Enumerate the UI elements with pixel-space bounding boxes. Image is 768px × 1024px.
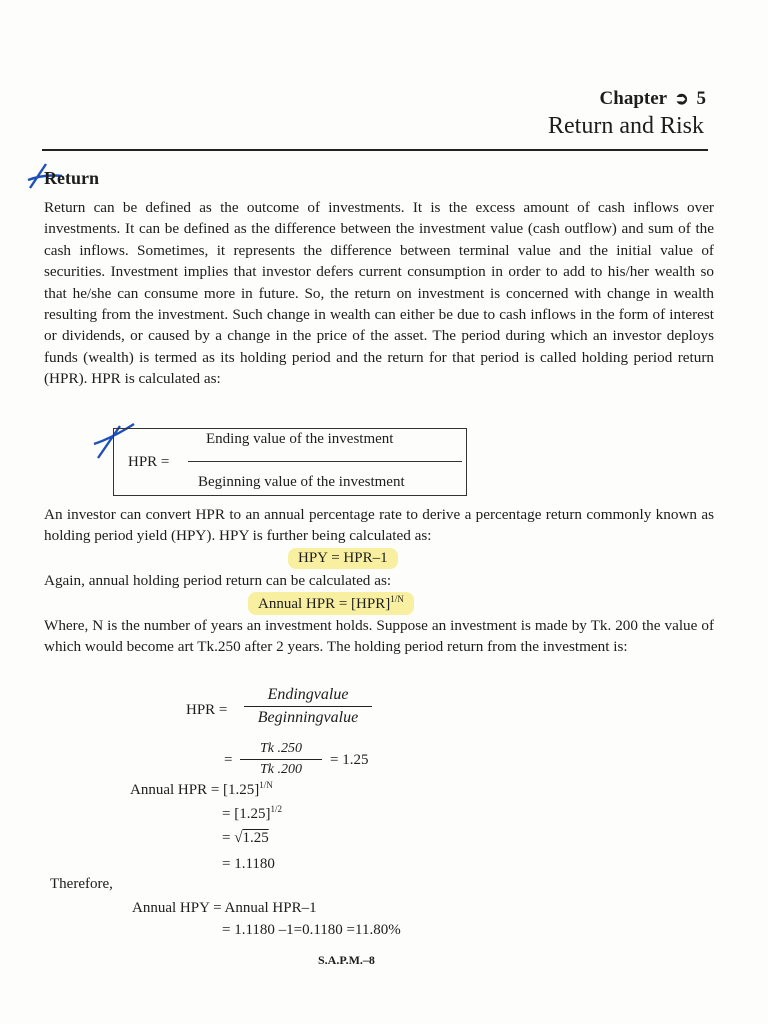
hpr-formula-numerator: Ending value of the investment (206, 431, 394, 447)
calc-step-2-text: = [1.25] (222, 806, 271, 822)
calc-annual-hpr-exp: 1/N (259, 780, 273, 790)
calc-tk-denominator: Tk .200 (260, 762, 302, 777)
calc-hpr-label: HPR = (186, 702, 228, 718)
annual-hpr-exponent: 1/N (390, 594, 404, 604)
chapter-label (600, 88, 706, 110)
hpy-formula-highlight: HPY = HPR–1 (288, 548, 398, 569)
calc-hpy-result: = 1.1180 –1=0.1180 =11.80% (222, 922, 401, 938)
calc-step-3 (222, 830, 269, 847)
calc-step-4: = 1.1180 (222, 856, 275, 872)
chapter-arrow-icon: ➲ (674, 89, 689, 108)
calc-result-1: = 1.25 (330, 752, 369, 768)
calc-step-3-value: 1.25 (242, 830, 269, 846)
calc-tk-numerator: Tk .250 (260, 741, 302, 756)
calc-hpr-fraction (244, 686, 372, 727)
header-rule (42, 149, 708, 151)
calc-equals: = (224, 752, 233, 768)
calc-tk-fraction (240, 741, 322, 778)
paragraph-hpy: An investor can convert HPR to an annual percentage rate to derive a percentage return commonly known as holding period yield (HPY). HPY is further being calculated as: (44, 506, 714, 545)
chapter-number: 5 (696, 88, 706, 109)
calc-hpy-line: Annual HPY = Annual HPR–1 (132, 900, 317, 916)
hpr-formula-denominator: Beginning value of the investment (198, 474, 405, 490)
paragraph-intro: Return can be defined as the outcome of investments. It is the excess amount of cash inflows over investments. It can be defined as the difference between the investment value (cash outflow) and sum of the cash inflows. Sometimes, it represents the difference between terminal value and the initial value of securities. Investment implies that investor defers current consumption in order to add to his/her wealth so that he/she can consume more in future. So, the return on investment is concerned with change in wealth resulting from the investment. Such change in wealth can either be due to cash inflows in the form of interest or dividends, or caused by a change in the price of the asset. The period during which an investor deploys funds (wealth) is termed as its holding period and the return for that period is called holding period return (HPR). HPR is calculated as: (44, 199, 714, 388)
fraction-bar (244, 706, 372, 707)
paragraph-annual: Again, annual holding period return can be calculated as: (44, 572, 392, 589)
paragraph-example: Where, N is the number of years an investment holds. Suppose an investment is made by Tk. 200 the value of which would become art Tk.250 after 2 years. The holding period return from the investment is: (44, 617, 714, 656)
calc-step-3-prefix: = √ (222, 830, 243, 846)
chapter-title: Return and Risk (548, 113, 704, 139)
fraction-bar (240, 759, 322, 760)
hpr-formula-box (113, 428, 467, 496)
calc-annual-hpr-text: Annual HPR = [1.25] (130, 782, 260, 798)
fraction-bar (188, 461, 462, 462)
hpr-formula-label: HPR = (128, 454, 170, 470)
calc-step-2-exp: 1/2 (270, 804, 282, 814)
therefore-label: Therefore, (50, 876, 113, 892)
annual-hpr-formula: Annual HPR = [HPR] (258, 596, 391, 612)
page-footer: S.A.P.M.–8 (318, 953, 375, 967)
calc-annual-hpr (130, 780, 273, 799)
chapter-word: Chapter (599, 88, 667, 109)
calc-hpr-numerator: Endingvalue (267, 686, 349, 703)
calc-step-2 (222, 804, 282, 823)
calc-hpr-denominator: Beginningvalue (257, 709, 359, 726)
section-heading: Return (44, 168, 99, 188)
annual-hpr-highlight (248, 592, 414, 615)
